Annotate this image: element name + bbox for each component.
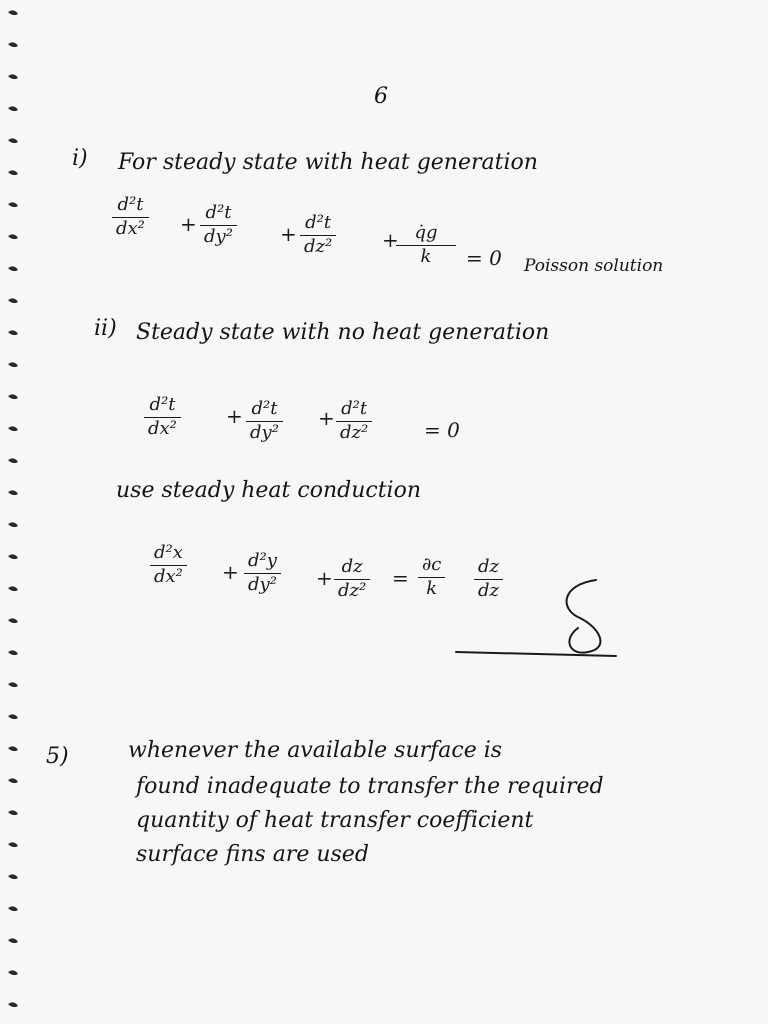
- item5-line-1: whenever the available surface is: [128, 738, 503, 763]
- item2-heading: Steady state with no heat generation: [136, 320, 550, 345]
- equals-zero: = 0: [466, 246, 502, 270]
- item3-rhs-1: ∂c k: [418, 556, 445, 599]
- item1-term-y: d²t dy²: [200, 204, 237, 247]
- plus-sign: +: [226, 404, 243, 428]
- item2-label: ii): [94, 316, 117, 341]
- item2-term-y: d²t dy²: [246, 400, 283, 443]
- equals-sign: =: [392, 566, 409, 590]
- item5-line-4: surface fins are used: [136, 842, 369, 867]
- item1-term-z: d²t dz²: [300, 214, 336, 257]
- plus-sign: +: [318, 406, 335, 430]
- term-numerator: d²t: [117, 194, 144, 215]
- page-number: 6: [374, 84, 388, 109]
- item1-term-x: [112, 196, 149, 239]
- plus-sign: +: [382, 228, 399, 252]
- term-denominator: dx²: [116, 217, 145, 239]
- item3-term-x: d²x dx²: [150, 544, 187, 587]
- equals-zero: = 0: [424, 418, 460, 442]
- plus-sign: +: [222, 560, 239, 584]
- item3-heading: use steady heat conduction: [116, 478, 421, 503]
- item5-line-3: quantity of heat transfer coefficient: [136, 808, 534, 833]
- plus-sign: +: [316, 566, 333, 590]
- item2-term-z: d²t dz²: [336, 400, 372, 443]
- item1-term-gen: q̇g k: [396, 224, 456, 267]
- item3-term-y: d²y dy²: [244, 552, 281, 595]
- plus-sign: +: [280, 222, 297, 246]
- poisson-note: Poisson solution: [524, 256, 664, 276]
- item5-line-2: found inadequate to transfer the required: [136, 774, 604, 799]
- item3-rhs-2: dz dz: [474, 558, 503, 601]
- item3-term-z: dz dz²: [334, 558, 370, 601]
- spiral-binding: [0, 0, 34, 1024]
- item2-term-x: d²t dx²: [144, 396, 181, 439]
- item1-label: i): [72, 146, 88, 171]
- plus-sign: +: [180, 212, 197, 236]
- item5-label: 5): [46, 744, 69, 769]
- item1-heading: For steady state with heat generation: [118, 150, 538, 175]
